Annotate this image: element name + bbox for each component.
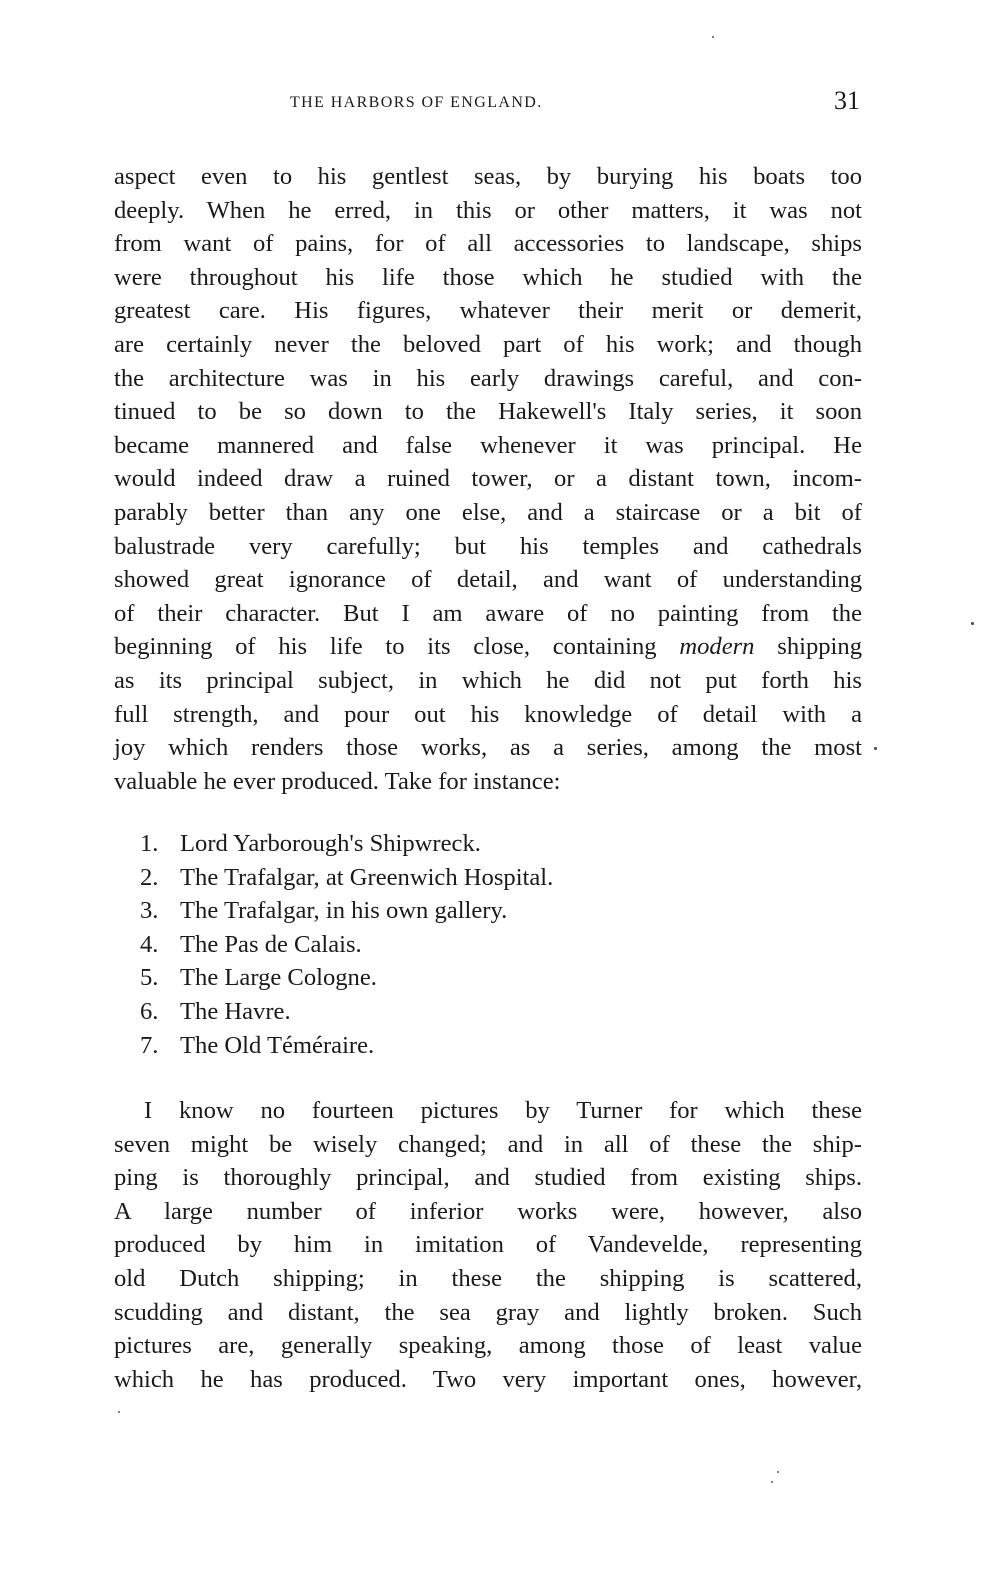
text-line: which he has produced. Two very important ones, however, <box>114 1365 862 1393</box>
text-line: I know no fourteen pictures by Turner for which these <box>144 1097 862 1124</box>
text-line: parably better than any one else, and a staircase or a bit of <box>114 498 862 526</box>
list-item <box>140 894 553 928</box>
list-text: The Large Cologne. <box>180 964 377 992</box>
scan-speck <box>712 36 714 38</box>
scan-speck <box>874 747 877 750</box>
list-number: 4. <box>140 930 159 958</box>
text-line-with-italic <box>114 630 862 664</box>
list-text: The Pas de Calais. <box>180 930 362 958</box>
text-segment: beginning of his life to its close, containing <box>114 633 657 661</box>
text-line: old Dutch shipping; in these the shipping is scattered, <box>114 1264 862 1292</box>
text-line: balustrade very carefully; but his temples and cathedrals <box>114 532 862 560</box>
scan-speck <box>971 622 974 625</box>
text-line: from want of pains, for of all accessories to landscape, ships <box>114 230 862 258</box>
text-line: tinued to be so down to the Hakewell's Italy series, it soon <box>114 398 862 426</box>
running-title: THE HARBORS OF ENGLAND. <box>290 94 543 111</box>
text-line: joy which renders those works, as a series, among the most <box>114 734 862 762</box>
text-line: pictures are, generally speaking, among those of least value <box>114 1332 862 1360</box>
text-line: as its principal subject, in which he did not put forth his <box>114 666 862 694</box>
list-text: The Trafalgar, in his own gallery. <box>180 897 508 925</box>
italic-word: modern <box>679 633 755 661</box>
list-text: The Trafalgar, at Greenwich Hospital. <box>180 863 554 891</box>
list-item <box>140 827 553 861</box>
list-number: 5. <box>140 964 159 992</box>
text-line: the architecture was in his early drawings careful, and con- <box>114 364 862 392</box>
text-line: produced by him in imitation of Vandevelde, representing <box>114 1231 862 1259</box>
paragraph-1 <box>114 160 862 798</box>
text-segment: shipping <box>777 633 862 661</box>
scan-speck <box>771 1481 773 1483</box>
text-line: showed great ignorance of detail, and want of understanding <box>114 566 862 594</box>
scan-speck <box>777 1471 779 1473</box>
text-line: deeply. When he erred, in this or other matters, it was not <box>114 196 862 224</box>
text-line: seven might be wisely changed; and in all of these the ship- <box>114 1130 862 1158</box>
list-text: Lord Yarborough's Shipwreck. <box>180 830 481 857</box>
text-line: would indeed draw a ruined tower, or a distant town, incom- <box>114 465 862 493</box>
list-item <box>140 995 553 1029</box>
text-line: aspect even to his gentlest seas, by burying his boats too <box>114 163 862 190</box>
list-number: 3. <box>140 897 159 925</box>
page-number: 31 <box>834 86 860 115</box>
text-line: ping is thoroughly principal, and studied from existing ships. <box>114 1164 862 1192</box>
text-line: greatest care. His figures, whatever their merit or demerit, <box>114 297 862 325</box>
list-number: 1. <box>140 830 159 857</box>
text-line: of their character. But I am aware of no painting from the <box>114 599 862 627</box>
list-text: The Havre. <box>180 997 291 1025</box>
scan-speck <box>118 1411 120 1413</box>
list-item <box>140 1029 553 1063</box>
text-line: became mannered and false whenever it was principal. He <box>114 431 862 459</box>
text-line: A large number of inferior works were, however, also <box>114 1197 862 1225</box>
list-item <box>140 928 553 962</box>
text-line: are certainly never the beloved part of his work; and though <box>114 330 862 358</box>
text-line: scudding and distant, the sea gray and lightly broken. Such <box>114 1298 862 1326</box>
list-number: 2. <box>140 863 159 891</box>
paragraph-2 <box>114 1094 862 1396</box>
list-item <box>140 861 553 895</box>
list-number: 6. <box>140 997 159 1025</box>
text-line: full strength, and pour out his knowledge of detail with a <box>114 700 862 728</box>
list-number: 7. <box>140 1031 159 1059</box>
list-item <box>140 961 553 995</box>
list-text: The Old Téméraire. <box>180 1031 375 1059</box>
text-line: valuable he ever produced. Take for instance: <box>114 767 561 795</box>
text-line: were throughout his life those which he studied with the <box>114 263 862 291</box>
painting-list <box>140 827 553 1062</box>
